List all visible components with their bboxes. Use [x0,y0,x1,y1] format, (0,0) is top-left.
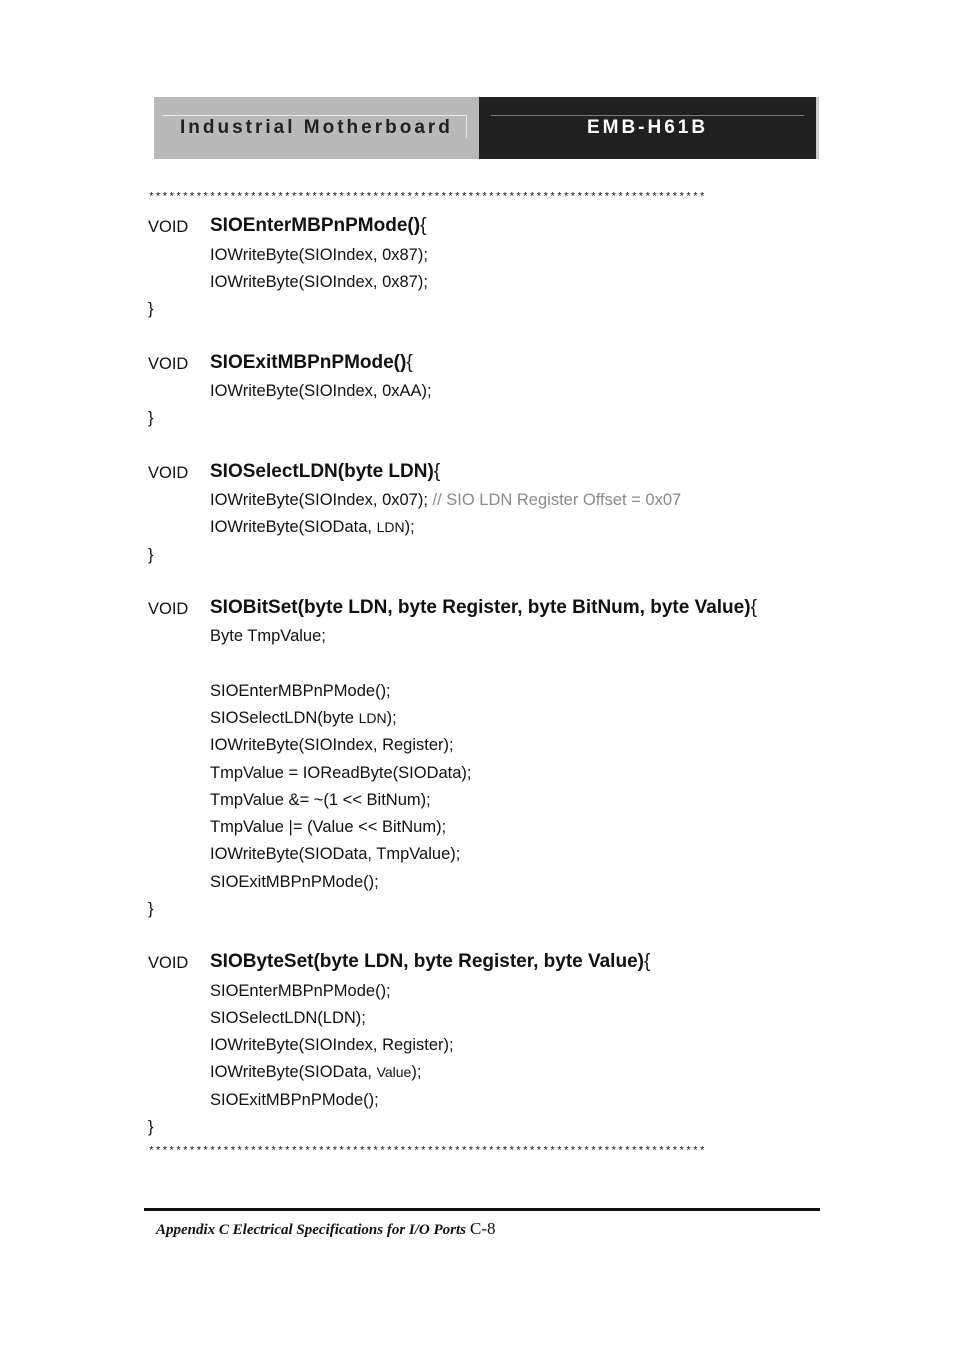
void-keyword: VOID [148,954,189,972]
code-arg: Value [376,1064,412,1080]
code-line: SIOSelectLDN(LDN); [210,1009,366,1027]
open-brace: { [433,461,441,482]
code-line: SIOEnterMBPnPMode(); [210,982,391,1000]
code-arg: LDN [358,710,387,726]
code-line: IOWriteByte(SIOIndex, 0x87); [210,273,428,291]
close-brace: } [148,900,154,918]
code-line [210,709,397,728]
function-signature-enter [210,215,426,237]
open-brace: { [643,951,651,972]
code-arg: LDN [376,519,405,535]
separator-bottom: ********************************************************************************** [148,1146,706,1158]
code-text: ); [386,709,397,727]
code-line: IOWriteByte(SIOData, TmpValue); [210,845,461,863]
open-brace: { [406,352,413,373]
close-brace: } [148,409,154,427]
code-text: IOWriteByte(SIOData, [210,1063,377,1081]
code-line: TmpValue |= (Value << BitNum); [210,818,447,836]
header-right-rule [491,115,804,116]
void-keyword: VOID [148,218,189,236]
void-keyword: VOID [148,600,189,618]
code-line: TmpValue &= ~(1 << BitNum); [210,791,431,809]
header-model-title: EMB-H61B [586,117,709,138]
footer [156,1219,496,1239]
code-line: SIOExitMBPnPMode(); [210,873,379,891]
code-line [210,491,681,510]
code-line: IOWriteByte(SIOIndex, 0xAA); [210,382,432,400]
function-name: SIOExitMBPnPMode() [210,352,407,373]
code-text: IOWriteByte(SIOIndex, 0x07); [210,491,433,509]
footer-text: Appendix C Electrical Specifications for I/O Ports [156,1222,466,1238]
code-line: Byte TmpValue; [210,627,326,645]
function-signature-select [210,461,440,483]
function-signature-bitset [210,597,757,619]
code-text: ); [411,1063,422,1081]
header-left-title: Industrial Motherboard [180,117,453,138]
code-line: IOWriteByte(SIOIndex, 0x87); [210,246,428,264]
close-brace: } [148,300,154,318]
footer-rule [144,1208,820,1211]
function-name: SIOBitSet(byte LDN, byte Register, byte BitNum, byte Value) [210,597,751,618]
function-name: SIOEnterMBPnPMode() [210,215,421,236]
page-number: C-8 [470,1219,496,1238]
function-signature-exit [210,352,413,374]
open-brace: { [750,597,757,618]
separator-top: ********************************************************************************** [148,192,706,204]
code-line: TmpValue = IOReadByte(SIOData); [210,764,472,782]
code-text: ); [404,518,415,536]
close-brace: } [148,1118,154,1136]
function-signature-byteset [210,951,650,973]
code-line [210,518,415,537]
header-left-panel [154,97,479,159]
void-keyword: VOID [148,464,189,482]
void-keyword: VOID [148,355,189,373]
code-line [210,1063,421,1082]
code-comment: // SIO LDN Register Offset = 0x07 [432,491,682,509]
close-brace: } [148,546,154,564]
code-line: SIOEnterMBPnPMode(); [210,682,391,700]
function-name: SIOByteSet(byte LDN, byte Register, byte Value) [210,951,644,972]
code-text: SIOSelectLDN(byte [210,709,359,727]
code-line: IOWriteByte(SIOIndex, Register); [210,736,454,754]
code-line: SIOExitMBPnPMode(); [210,1091,379,1109]
code-text: IOWriteByte(SIOData, [210,518,377,536]
header-right-panel [479,97,819,159]
code-line: IOWriteByte(SIOIndex, Register); [210,1036,454,1054]
open-brace: { [420,215,427,236]
function-name: SIOSelectLDN(byte LDN) [210,461,434,482]
